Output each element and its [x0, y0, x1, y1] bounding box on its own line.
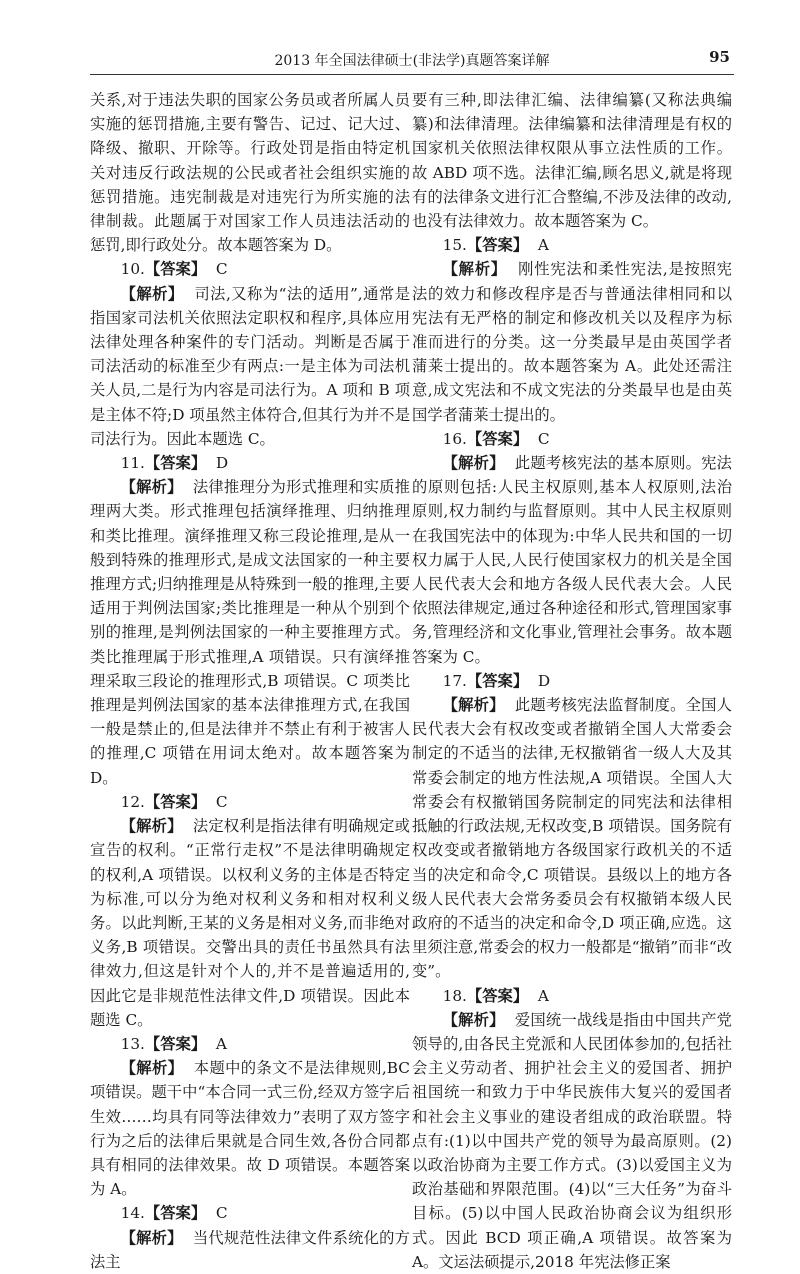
left-column: [90, 88, 410, 1274]
explanation-label: 【解析】: [120, 284, 184, 303]
answer-label: 【答案】: [466, 986, 529, 1005]
answer-value: C: [215, 260, 228, 279]
answer-value: C: [215, 1204, 228, 1223]
explanation-text: 本题中的条文不是法律规则,BC 项错误。题干中“本合同一式三份,经双方签字后生效……均具有同等法律效力”表明了双方签字行为之后的法律后果就是合同生效,各份合同都具有相同的法律效果。故 D 项错误。本题答案为 A。: [90, 1059, 410, 1199]
explanation-paragraph: [90, 475, 410, 790]
explanation-paragraph: [412, 257, 732, 426]
answer-label: 【答案】: [466, 236, 529, 255]
question-number: 13.: [120, 1034, 145, 1053]
right-column: [412, 88, 732, 1274]
explanation-label: 【解析】: [120, 1059, 184, 1078]
running-header: [90, 42, 734, 75]
answer-line: [412, 984, 732, 1008]
answer-value: C: [537, 429, 550, 448]
explanation-text: 此题考核宪法的基本原则。宪法的原则包括:人民主权原则,基本人权原则,法治原则,权力制约与监督原则。其中人民主权原则在我国宪法中的体现为:中华人民共和国的一切权力属于人民,人民行使国家权力的机关是全国人民代表大会和地方各级人民代表大会。人民依照法律规定,通过各种途径和形式,管理国家事务,管理经济和文化事业,管理社会事务。故本题答案为 C。: [412, 454, 732, 666]
paragraph-continued: 关系,对于违法失职的国家公务员或者所属人员实施的惩罚措施,主要有警告、记过、记大过、降级、撤职、开除等。行政处罚是指由特定机关对违反行政法规的公民或者社会组织实施的惩罚措施。违宪制裁是对违宪行为所实施的法律制裁。此题属于对国家工作人员违法活动的惩罚,即行政处分。故本题答案为 D。: [90, 91, 410, 255]
explanation-label: 【解析】: [120, 478, 183, 497]
explanation-text: 此题考核宪法监督制度。全国人民代表大会有权改变或者撤销全国人大常委会制定的不适当的法律,无权撤销省一级人大及其常委会制定的地方性法规,A 项错误。全国人大常委会有权撤销国务院制定的同宪法和法律相抵触的行政法规,无权改变,B 项错误。国务院有权改变或者撤销地方各级国家行政机关的不适当的决定和命令,C 项错误。县级以上的地方各级人民代表大会常务委员会有权撤销本级人民政府的不适当的决定和命令,D 项正确,应选。这里须注意,常委会的权力一般都是“撤销”而非“改变”。: [412, 696, 732, 981]
explanation-label: 【解析】: [120, 1228, 183, 1247]
answer-label: 【答案】: [144, 792, 207, 811]
answer-label: 【答案】: [144, 1034, 207, 1053]
answer-line: [90, 451, 410, 475]
question-number: 12.: [120, 792, 145, 811]
answer-value: A: [215, 1034, 227, 1053]
question-number: 17.: [442, 671, 467, 690]
answer-value: D: [215, 454, 229, 473]
header-title: 2013 年全国法律硕士(非法学)真题答案详解: [274, 53, 550, 69]
answer-line: [412, 669, 732, 693]
answer-line: [412, 233, 732, 257]
answer-value: C: [215, 792, 228, 811]
explanation-label: 【解析】: [442, 696, 505, 715]
explanation-text: 当代规范性法律文件系统化的方法主: [90, 1228, 410, 1271]
question-number: 10.: [120, 260, 145, 279]
explanation-paragraph: [90, 1226, 410, 1274]
question-number: 16.: [442, 429, 467, 448]
question-number: 18.: [442, 986, 467, 1005]
answer-label: 【答案】: [466, 429, 529, 448]
answer-line: [90, 1201, 410, 1225]
explanation-paragraph: [90, 814, 410, 1032]
answer-line: [90, 1032, 410, 1056]
explanation-text: 爱国统一战线是指由中国共产党领导的,由各民主党派和人民团体参加的,包括社会主义劳动者、拥护社会主义的爱国者、拥护祖国统一和致力于中华民族伟大复兴的爱国者和社会主义事业的建设者组成的政治联盟。特点有:(1)以中国共产党的领导为最高原则。(2)以政治协商为主要工作方式。(3)以爱国主义为政治基础和界限范围。(4)以“三大任务”为奋斗目标。(5)以中国人民政治协商会议为组织形式。因此 BCD 项正确,A 项错误。故答案为 A。文运法硕提示,2018 年宪法修正案: [412, 1010, 732, 1271]
answer-label: 【答案】: [144, 1204, 207, 1223]
answer-value: A: [537, 236, 549, 255]
answer-label: 【答案】: [466, 671, 529, 690]
paragraph-continued: 要有三种,即法律汇编、法律编纂(又称法典编纂)和法律清理。法律编纂和法律清理是有权的国家机关依照法律权限从事立法性质的工作。故 ABD 项不选。法律汇编,顾名思义,就是将现有的法律条文进行汇合整编,不涉及法律的改动,也没有法律效力。故本题答案为 C。: [412, 91, 732, 231]
explanation-label: 【解析】: [442, 1010, 505, 1029]
answer-label: 【答案】: [144, 260, 207, 279]
answer-line: [412, 427, 732, 451]
explanation-text: 刚性宪法和柔性宪法,是按照宪法的效力和修改程序是否与普通法律相同和以宪法有无严格的制定和修改机关以及程序为标准而进行的分类。这一分类最早是由英国学者蒲莱士提出的。故本题答案为 A。此处还需注意,成文宪法和不成文宪法的分类最早也是由英国学者蒲莱士提出的。: [412, 260, 732, 424]
answer-value: A: [537, 986, 549, 1005]
answer-line: [90, 790, 410, 814]
explanation-text: 法律推理分为形式推理和实质推理两大类。形式推理包括演绎推理、归纳推理和类比推理。演绎推理又称三段论推理,是从一般到特殊的推理形式,是成文法国家的一种主要推理方式;归纳推理是从特殊到一般的推理,主要适用于判例法国家;类比推理是一种从个别到个别的推理,是判例法国家的一种主要推理方式。类比推理属于形式推理,A 项错误。只有演绎推理采取三段论的推理形式,B 项错误。C 项类比推理是判例法国家的基本法律推理方式,在我国一般是禁止的,但是法律并不禁止有利于被害人的推理,C 项错在用词太绝对。故本题答案为 D。: [90, 478, 410, 787]
answer-value: D: [537, 671, 551, 690]
explanation-paragraph: [412, 1008, 732, 1274]
explanation-label: 【解析】: [442, 454, 505, 473]
explanation-paragraph: [90, 1056, 410, 1201]
question-number: 11.: [120, 454, 145, 473]
explanation-label: 【解析】: [120, 817, 183, 836]
answer-label: 【答案】: [144, 454, 207, 473]
explanation-text: 司法,又称为“法的适用”,通常是指国家司法机关依照法定职权和程序,具体应用法律处理各种案件的专门活动。判断是否属于司法活动的标准至少有两点:一是主体为司法机关人员,二是行为内容是司法行为。A 项和 B 项是主体不符;D 项虽然主体符合,但其行为并不是司法行为。因此本题选 C。: [90, 284, 410, 448]
explanation-text: 法定权利是指法律有明确规定或宣告的权利。“正常行走权”不是法律明确规定的权利,A 项错误。以权利义务的主体是否特定为标准,可以分为绝对权利义务和相对权利义务。以此判断,王某的义务是相对义务,而非绝对义务,B 项错误。交警出具的责任书虽然具有法律效力,但这是针对个人的,并不是普遍适用的,因此它是非规范性法律文件,D 项错误。因此本题选 C。: [90, 817, 410, 1029]
explanation-label: 【解析】: [442, 260, 507, 279]
explanation-paragraph: [90, 282, 410, 451]
question-number: 15.: [442, 236, 467, 255]
question-number: 14.: [120, 1204, 145, 1223]
page-number: 95: [709, 48, 730, 66]
explanation-paragraph: [412, 451, 732, 669]
explanation-paragraph: [412, 693, 732, 983]
answer-line: [90, 257, 410, 281]
